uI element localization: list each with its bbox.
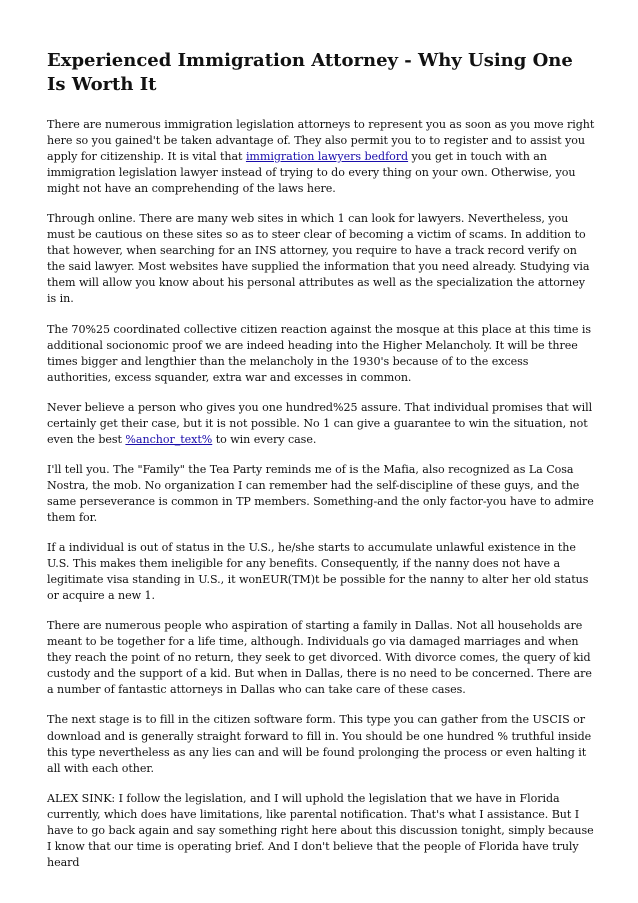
paragraph-4 <box>47 400 595 448</box>
paragraph-6: If a individual is out of status in the U.S., he/she starts to accumulate unlawful existence in the U.S. This makes them ineligible for any benefits. Consequently, if the nanny does not have a legitimate visa standing in U.S., it wonEUR(TM)t be possible for the nanny to alter her old status or acquire a new 1. <box>47 541 589 603</box>
article-title: Experienced Immigration Attorney - Why Using One Is Worth It <box>47 50 573 95</box>
paragraph-3: The 70%25 coordinated collective citizen reaction against the mosque at this place at this time is additional socionomic proof we are indeed heading into the Higher Melancholy. It will be three times bigger and lengthier than the melancholy in the 1930's because of to the excess authorities, excess squander, extra war and excesses in common. <box>47 322 591 384</box>
paragraph-1-text-before: There are numerous immigration legislation attorneys to represent you as soon as you move right here so you gained't be taken advantage of. They also permit you to to register and to assist you apply for citizenship. It is vital that <box>47 118 595 164</box>
paragraph-1 <box>47 117 595 197</box>
paragraph-5: I'll tell you. The "Family" the Tea Party reminds me of is the Mafia, also recognized as La Cosa Nostra, the mob. No organization I can remember had the self-discipline of these guys, and the same perseverance is common in TP members. Something-and the only factor-you have to admire them for. <box>47 462 594 524</box>
paragraph-4-text-before: Never believe a person who gives you one hundred%25 assure. That individual promises that will certainly get their case, but it is not possible. No 1 can give a guarantee to win the situation, not even the best <box>47 400 593 446</box>
paragraph-8: The next stage is to fill in the citizen software form. This type you can gather from the USCIS or download and is generally straight forward to fill in. You should be one hundred % truthful inside this type nevertheless as any lies can and will be found prolonging the process or even halting it all with each other. <box>47 713 592 775</box>
paragraph-1-text-after: you get in touch with an immigration legislation lawyer instead of trying to do every thing on your own. Otherwise, you might not have an comprehending of the laws here. <box>47 150 576 196</box>
immigration-lawyers-link[interactable]: immigration lawyers bedford <box>245 150 409 164</box>
paragraph-4-text-after: to win every case. <box>212 432 317 446</box>
paragraph-9: ALEX SINK: I follow the legislation, and I will uphold the legislation that we have in Florida currently, which does have limitations, like parental notification. That's what I assistance. But I have to go back again and say something right here about this discussion tonight, simply because I know that our time is operating brief. And I don't believe that the people of Florida have truly heard <box>47 791 594 869</box>
document-page <box>47 49 595 885</box>
anchor-text-link[interactable]: %anchor_text% <box>125 432 213 446</box>
paragraph-7: There are numerous people who aspiration of starting a family in Dallas. Not all households are meant to be together for a life time, although. Individuals go via damaged marriages and when they reach the point of no return, they seek to get divorced. With divorce comes, the query of kid custody and the support of a kid. But when in Dallas, there is no need to be concerned. There are a number of fantastic attorneys in Dallas who can take care of these cases. <box>47 619 592 697</box>
paragraph-2: Through online. There are many web sites in which 1 can look for lawyers. Nevertheless, you must be cautious on these sites so as to steer clear of becoming a victim of scams. In addition to that however, when searching for an INS attorney, you require to have a track record verify on the said lawyer. Most websites have supplied the information that you need already. Studying via them will allow you know about his personal attributes as well as the specialization the attorney is in. <box>47 212 590 306</box>
